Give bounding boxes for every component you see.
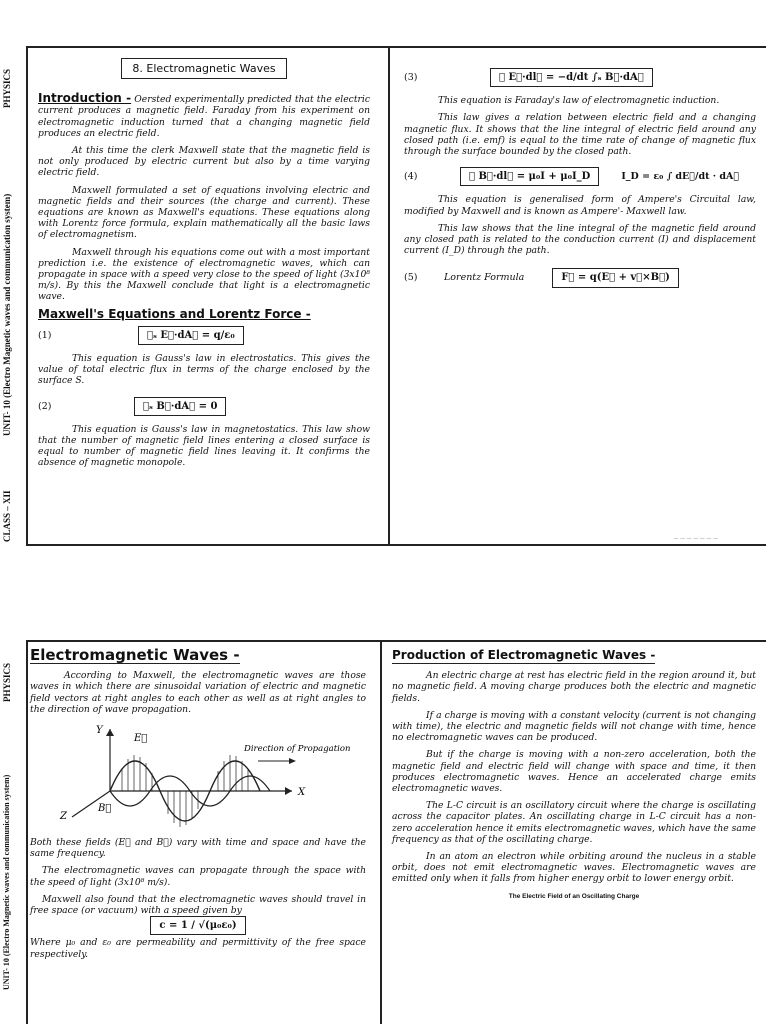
para-em-prediction: Maxwell through his equations come out with a most important prediction i.e. the existence of electromagnetic waves, which can propagate in space with a speed very close to the speed of light (3x10⁸ m/s). By this the Maxwell conclude that light is a electromagnetic wave. — [38, 246, 370, 303]
side-label-unit: UNIT- 10 (Electro Magnetic waves and communication system) — [2, 193, 12, 437]
page1-left-column — [38, 58, 370, 475]
top-rule — [26, 46, 766, 48]
production-para3: But if the charge is moving with a non-zero acceleration, both the magnetic field and electric field will change with space and time, it then produces electromagnetic waves. Hence an accelerated charge emits electromagnetic waves. — [392, 749, 756, 795]
eq5-box: F⃗ = q(E⃗ + v⃗×B⃗) — [552, 268, 679, 287]
em-waves-para4: Maxwell also found that the electromagnetic waves should travel in free space (or vacuum) with a speed given by — [30, 893, 366, 917]
label-direction: Direction of Propagation — [244, 744, 351, 755]
eq1-number: (1) — [38, 329, 52, 341]
eq1-box: ∮ₛ E⃗·dA⃗ = q/ε₀ — [138, 326, 244, 345]
production-para2: If a charge is moving with a constant velocity (current is not changing with time), the electric and magnetic fields will not change with time, hence no electromagnetic waves can be produced. — [392, 709, 756, 744]
side-label-class: CLASS – XII — [2, 490, 12, 542]
em-waves-para3: The electromagnetic waves can propagate through the space with the speed of light (3x10⁸ m/s). — [30, 865, 366, 888]
page1-right-column — [404, 64, 756, 296]
eq5-label: Lorentz Formula — [444, 272, 525, 284]
eq2-number: (2) — [38, 400, 52, 412]
label-z: Z — [60, 811, 67, 823]
label-e: E⃗ — [134, 733, 148, 745]
intro-heading: Introduction - — [38, 91, 132, 106]
column-divider — [388, 46, 390, 544]
eq2-description: This equation is Gauss's law in magnetostatics. This law show that the number of magnetic field lines entering a closed surface is equal to number of magnetic field lines leaving it. It confirms the absence of magnetic monopole. — [38, 423, 370, 469]
eq4-displacement-current: I_D = ε₀ ∫ dE⃗/dt · dA⃗ — [621, 171, 740, 183]
eq3-description-2: This law gives a relation between electric field and a changing magnetic flux. It shows that the line integral of electric field around any closed path (i.e. emf) is equal to the time rate of change of magnetic flux through the surface bounded by the closed path. — [404, 112, 756, 158]
side-label-subject-2: PHYSICS — [2, 662, 12, 702]
side-label-subject: PHYSICS — [2, 68, 12, 108]
chapter-title: 8. Electromagnetic Waves — [121, 58, 286, 79]
section-heading: Maxwell's Equations and Lorentz Force - — [38, 306, 311, 321]
left-rule — [26, 46, 28, 544]
left-rule-2 — [26, 640, 28, 1024]
em-waves-para2: Both these fields (E⃗ and B⃗) vary with time and space and have the same frequency. — [30, 837, 366, 860]
page-1 — [0, 40, 768, 550]
eq5-number: (5) — [404, 272, 418, 284]
page1-footer-mark: — — — — — — — — [673, 536, 718, 542]
page2-left-column — [30, 646, 366, 966]
eq3-box: ∮ E⃗·dl⃗ = −d/dt ∫ₛ B⃗·dA⃗ — [490, 68, 653, 87]
eq4-number: (4) — [404, 171, 418, 183]
eq3-description-1: This equation is Faraday's law of electromagnetic induction. — [438, 95, 720, 107]
eq4-description-1: This equation is generalised form of Ampere's Circuital law, modified by Maxwell and is known as Ampere'- Maxwell law. — [404, 194, 756, 217]
em-waves-para1: According to Maxwell, the electromagnetic waves are those waves in which there are sinusoidal variation of electric and magnetic field vectors at right angles to each other as well as at right angles to the direction of wave propagation. — [30, 670, 366, 715]
y-axis-arrow — [106, 729, 114, 736]
production-para4: The L-C circuit is an oscillatory circuit where the charge is oscillating across the capacitor plates. An oscillating charge in L-C circuit has a non-zero acceleration hence it emits electromagnetic waves, which have the same frequency as that of the oscillating charge. — [392, 800, 756, 845]
em-waves-heading: Electromagnetic Waves - — [30, 646, 240, 664]
eq3-number: (3) — [404, 72, 418, 83]
intro-text: Oersted experimentally predicted that the electric current produces a magnetic field. Faraday from his experiment on electromagnetic induction turned that a changing magnetic field produces an electric field. — [38, 94, 371, 139]
column-divider-2 — [380, 640, 382, 1024]
para-maxwell-equations: Maxwell formulated a set of equations involving electric and magnetic fields and their sources (the charge and current). These equations are known as Maxwell's equations. These equations along with Lorentz force formula, explain mathematically all the basic laws of electromagnetism. — [38, 184, 370, 241]
eq2-box: ∮ₛ B⃗·dA⃗ = 0 — [134, 397, 226, 416]
direction-arrow-head — [289, 758, 296, 764]
label-b: B⃗ — [98, 803, 112, 815]
page2-right-column — [392, 650, 756, 902]
label-x: X — [298, 787, 306, 799]
side-label-unit-2: UNIT- 10 (Electro Magnetic waves and communication system) — [2, 774, 11, 990]
page-2 — [0, 636, 768, 1024]
speed-of-light-eq: c = 1 / √(μ₀ε₀) — [150, 916, 245, 935]
em-wave-diagram — [30, 721, 366, 831]
bottom-rule — [26, 544, 766, 546]
eq4-description-2: This law shows that the line integral of the magnetic field around any closed path is related to the conduction current (I) and displacement current (I_D) through the path. — [404, 222, 756, 257]
x-axis-arrow — [285, 787, 292, 795]
production-para5: In an atom an electron while orbiting around the nucleus in a stable orbit, does not emit electromagnetic waves. Electromagnetic waves are emitted only when it falls from higher energy orbit to lower energy orbit. — [392, 851, 756, 885]
label-y: Y — [96, 725, 103, 737]
eq4-box: ∮ B⃗·dl⃗ = μ₀I + μ₀I_D — [460, 167, 599, 186]
top-rule-2 — [26, 640, 766, 642]
figure-caption: The Electric Field of an Oscillating Charge — [508, 892, 640, 900]
para-maxwell-state: At this time the clerk Maxwell state that the magnetic field is not only produced by electric current but also by a time varying electric field. — [38, 145, 370, 179]
production-heading: Production of Electromagnetic Waves - — [392, 650, 655, 664]
production-para1: An electric charge at rest has electric field in the region around it, but no magnetic field. A moving charge produces both the electric and magnetic fields. — [392, 670, 756, 704]
em-waves-para5: Where μ₀ and ε₀ are permeability and permittivity of the free space respectively. — [30, 937, 366, 960]
eq1-description: This equation is Gauss's law in electrostatics. This gives the value of total electric flux in terms of the charge enclosed by the surface S. — [38, 353, 370, 387]
